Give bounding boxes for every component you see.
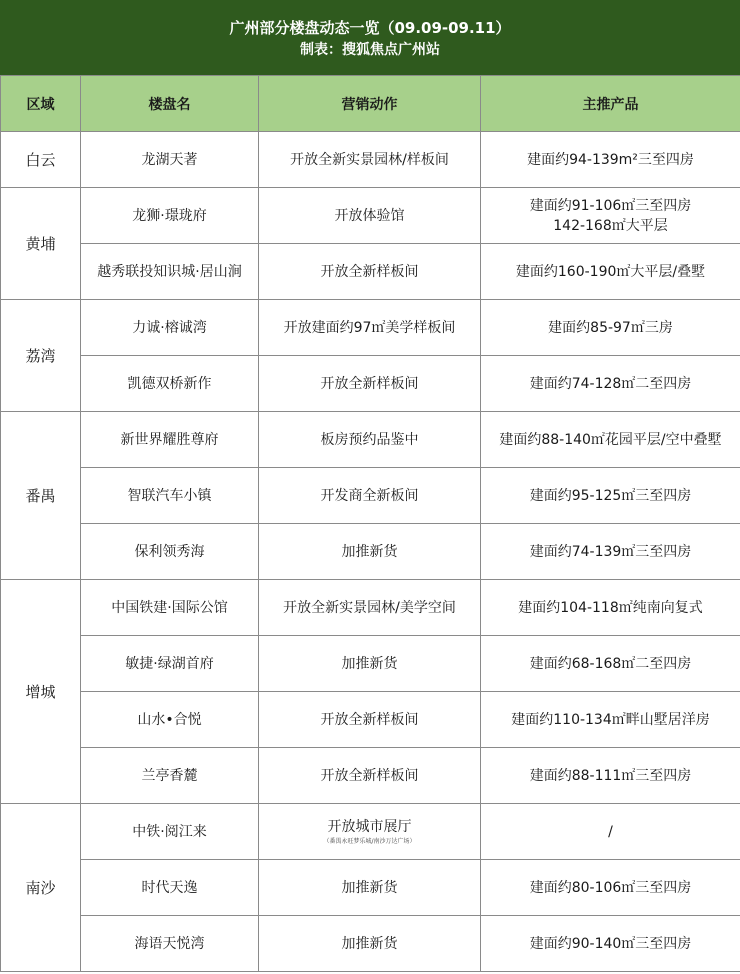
title-banner [0,0,740,75]
marketing-action-cell [259,356,481,412]
property-name-cell: 越秀联投知识城·居山涧 [81,244,259,300]
main-product-cell: 建面约91-106㎡三至四房 142-168㎡大平层 [481,188,740,244]
marketing-action-cell [259,244,481,300]
marketing-action-note: （番禺永旺梦乐城/南沙万达广场） [323,838,416,845]
marketing-action-text: 开放全新实景园林/样板间 [290,151,449,168]
marketing-action-cell [259,916,481,972]
marketing-action-text: 开放全新样板间 [320,375,419,392]
marketing-action-cell [259,580,481,636]
property-name-cell: 龙湖天著 [81,132,259,188]
header-name: 楼盘名 [81,76,259,132]
table-row [1,748,740,804]
property-name-cell: 兰亭香麓 [81,748,259,804]
main-product-cell: 建面约74-139㎡三至四房 [481,524,740,580]
header-row [1,76,740,132]
main-product-cell: 建面约104-118㎡纯南向复式 [481,580,740,636]
main-product-cell: 建面约94-139m²三至四房 [481,132,740,188]
table-row [1,188,740,244]
region-cell: 白云 [1,132,81,188]
marketing-action-text: 开放全新样板间 [320,711,419,728]
property-name-cell: 力诚·榕诚湾 [81,300,259,356]
marketing-action-cell [259,636,481,692]
marketing-action-cell [259,748,481,804]
table-row [1,804,740,860]
marketing-action-cell [259,524,481,580]
table-row [1,860,740,916]
table-row [1,132,740,188]
marketing-action-cell [259,804,481,860]
region-cell: 番禺 [1,412,81,580]
main-product-cell: 建面约88-111㎡三至四房 [481,748,740,804]
marketing-action-text: 加推新货 [341,935,398,952]
marketing-action-text: 开发商全新板间 [320,487,419,504]
main-product-cell: 建面约74-128㎡二至四房 [481,356,740,412]
header-region: 区域 [1,76,81,132]
marketing-action-text: 开放建面约97㎡美学样板间 [283,319,456,336]
main-product-cell: 建面约110-134㎡畔山墅居洋房 [481,692,740,748]
marketing-action-cell [259,188,481,244]
marketing-action-text: 开放全新实景园林/美学空间 [283,599,456,616]
main-product-cell: 建面约85-97㎡三房 [481,300,740,356]
main-product-cell: 建面约68-168㎡二至四房 [481,636,740,692]
property-name-cell: 新世界耀胜尊府 [81,412,259,468]
marketing-action-cell [259,692,481,748]
property-name-cell: 保利领秀海 [81,524,259,580]
table-row [1,580,740,636]
marketing-action-text: 加推新货 [341,655,398,672]
region-cell: 荔湾 [1,300,81,412]
property-name-cell: 凯德双桥新作 [81,356,259,412]
table-body [1,132,740,972]
property-name-cell: 山水•合悦 [81,692,259,748]
marketing-action-text: 开放体验馆 [334,207,405,224]
table-credit: 制表：搜狐焦点广州站 [300,41,440,58]
marketing-action-text: 开放城市展厅 [327,819,412,835]
property-name-cell: 时代天逸 [81,860,259,916]
main-product-cell: 建面约80-106㎡三至四房 [481,860,740,916]
region-cell: 南沙 [1,804,81,972]
header-product: 主推产品 [481,76,740,132]
table-row [1,692,740,748]
marketing-action-text: 开放全新样板间 [320,767,419,784]
table-row [1,636,740,692]
marketing-action-text: 板房预约品鉴中 [320,431,419,448]
property-name-cell: 龙狮·璟珑府 [81,188,259,244]
property-name-cell: 中铁·阅江来 [81,804,259,860]
marketing-action-cell [259,468,481,524]
main-product-cell: 建面约88-140㎡花园平层/空中叠墅 [481,412,740,468]
header-action: 营销动作 [259,76,481,132]
table-row [1,244,740,300]
marketing-action-cell [259,132,481,188]
main-product-cell: 建面约160-190㎡大平层/叠墅 [481,244,740,300]
property-name-cell: 中国铁建·国际公馆 [81,580,259,636]
table-row [1,356,740,412]
marketing-action-text: 开放全新样板间 [320,263,419,280]
marketing-action-text: 加推新货 [341,543,398,560]
table-row [1,468,740,524]
main-product-cell: 建面约95-125㎡三至四房 [481,468,740,524]
marketing-action-text: 加推新货 [341,879,398,896]
property-table [0,75,740,972]
marketing-action-cell [259,860,481,916]
main-product-cell: / [481,804,740,860]
table-row [1,524,740,580]
region-cell: 黄埔 [1,188,81,300]
property-name-cell: 敏捷·绿湖首府 [81,636,259,692]
table-title: 广州部分楼盘动态一览（09.09-09.11） [229,18,511,37]
table-row [1,412,740,468]
property-name-cell: 海语天悦湾 [81,916,259,972]
table-row [1,916,740,972]
marketing-action-cell [259,300,481,356]
table-row [1,300,740,356]
main-product-cell: 建面约90-140㎡三至四房 [481,916,740,972]
marketing-action-cell [259,412,481,468]
property-name-cell: 智联汽车小镇 [81,468,259,524]
region-cell: 增城 [1,580,81,804]
